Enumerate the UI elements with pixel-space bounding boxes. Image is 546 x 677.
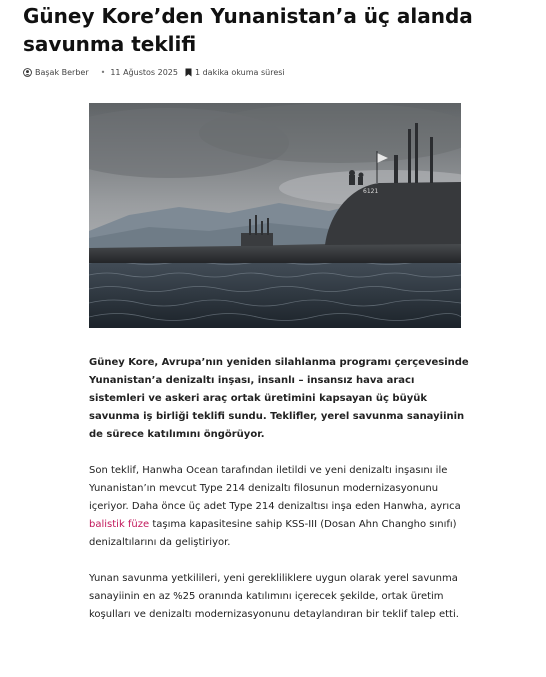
publish-date: 11 Ağustos 2025 bbox=[110, 68, 178, 77]
paragraph-2-text-after: taşıma kapasitesine sahip KSS-III (Dosan Ahn Changho sınıfı) denizaltılarını da geliştiriyor. bbox=[89, 519, 457, 548]
hull-number: 6121 bbox=[363, 188, 379, 195]
reading-time bbox=[185, 68, 285, 77]
bookmark-icon bbox=[185, 68, 192, 77]
article-paragraph-3: Yunan savunma yetkilileri, yeni gerekliliklere uygun olarak yerel savunma sanayiinin en az %25 oranında katılımını içerecek şekilde, ortak üretim koşulları ve denizaltı modernizasyonunu detaylandıran bir teklif talep etti. bbox=[89, 573, 459, 620]
article-lead: Güney Kore, Avrupa’nın yeniden silahlanma programı çerçevesinde Yunanistan’a denizaltı inşası, insanlı – insansız hava aracı sistemleri ve askeri araç ortak üretimini kapsayan üç büyük savunma iş birliği teklifi sundu. Teklifler, yerel savunma sanayiinin de sürece katılımını öngörüyor. bbox=[89, 357, 469, 440]
article-meta bbox=[23, 68, 285, 77]
article-body bbox=[89, 354, 469, 642]
author-name[interactable]: Başak Berber bbox=[35, 68, 89, 77]
user-circle-icon bbox=[23, 68, 32, 77]
article-title: Güney Kore’den Yunanistan’a üç alanda savunma teklifi bbox=[23, 4, 473, 56]
article-paragraph-2 bbox=[89, 462, 469, 552]
meta-separator: • bbox=[100, 68, 106, 77]
article-hero-image bbox=[89, 103, 461, 328]
submarine-photo bbox=[89, 103, 461, 328]
reading-time-label: 1 dakika okuma süresi bbox=[194, 68, 285, 77]
author-byline[interactable] bbox=[23, 68, 89, 77]
balistik-fuze-link[interactable]: balistik füze bbox=[89, 519, 150, 530]
paragraph-2-text-before: Son teklif, Hanwha Ocean tarafından iletildi ve yeni denizaltı inşasını ile Yunanistan’ın mevcut Type 214 denizaltı filosunun modernizasyonunu içeriyor. Daha önce üç adet Type 214 denizaltısı inşa eden Hanwha, ayrıca bbox=[89, 465, 461, 512]
